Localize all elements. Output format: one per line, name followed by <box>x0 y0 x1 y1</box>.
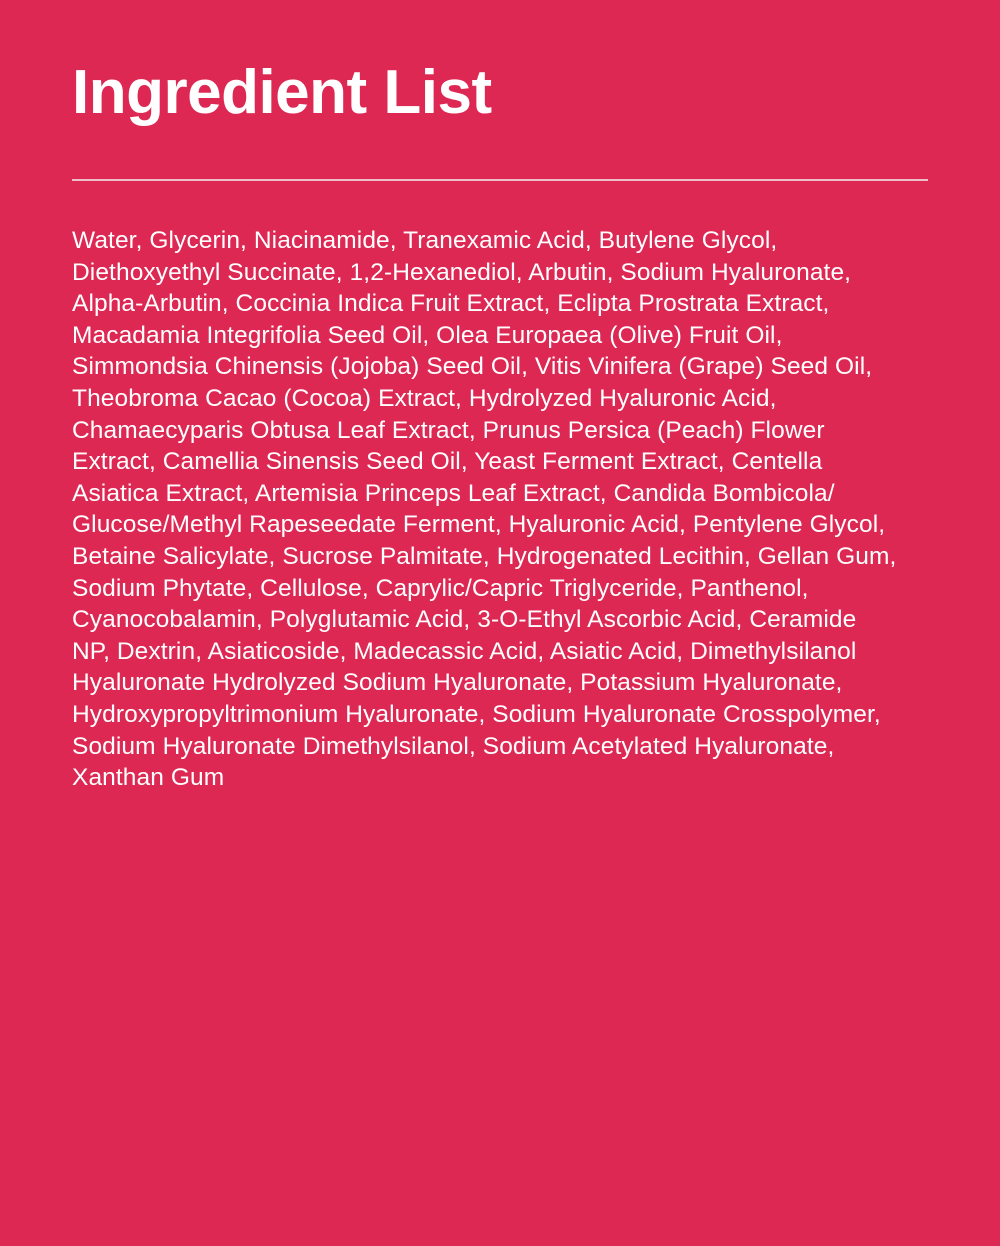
ingredient-line: Hydroxypropyltrimonium Hyaluronate, Sodium Hyaluronate Crosspolymer, <box>72 700 881 728</box>
ingredient-line: Betaine Salicylate, Sucrose Palmitate, Hydrogenated Lecithin, Gellan Gum, <box>72 542 897 570</box>
page-title: Ingredient List <box>72 58 492 127</box>
ingredient-line: Alpha-Arbutin, Coccinia Indica Fruit Extract, Eclipta Prostrata Extract, <box>72 290 830 318</box>
ingredient-line: Cyanocobalamin, Polyglutamic Acid, 3-O-Ethyl Ascorbic Acid, Ceramide <box>72 606 857 634</box>
ingredient-line: Sodium Hyaluronate Dimethylsilanol, Sodium Acetylated Hyaluronate, <box>72 732 835 760</box>
ingredient-line: Theobroma Cacao (Cocoa) Extract, Hydrolyzed Hyaluronic Acid, <box>72 384 777 412</box>
ingredient-line: Glucose/Methyl Rapeseedate Ferment, Hyaluronic Acid, Pentylene Glycol, <box>72 511 886 539</box>
ingredient-line: Xanthan Gum <box>72 764 225 792</box>
ingredient-line: Asiatica Extract, Artemisia Princeps Leaf Extract, Candida Bombicola/ <box>72 479 835 507</box>
ingredient-line: Hyaluronate Hydrolyzed Sodium Hyaluronate, Potassium Hyaluronate, <box>72 669 843 697</box>
ingredient-line: Water, Glycerin, Niacinamide, Tranexamic Acid, Butylene Glycol, <box>72 227 778 254</box>
ingredient-line: Simmondsia Chinensis (Jojoba) Seed Oil, Vitis Vinifera (Grape) Seed Oil, <box>72 353 873 381</box>
ingredient-list <box>72 225 928 794</box>
ingredient-line: Diethoxyethyl Succinate, 1,2-Hexanediol, Arbutin, Sodium Hyaluronate, <box>72 258 852 286</box>
ingredient-line: Sodium Phytate, Cellulose, Caprylic/Capric Triglyceride, Panthenol, <box>72 574 809 602</box>
ingredient-line: NP, Dextrin, Asiaticoside, Madecassic Acid, Asiatic Acid, Dimethylsilanol <box>72 637 857 665</box>
ingredient-line: Macadamia Integrifolia Seed Oil, Olea Europaea (Olive) Fruit Oil, <box>72 321 783 349</box>
divider <box>72 179 928 181</box>
ingredient-line: Chamaecyparis Obtusa Leaf Extract, Prunus Persica (Peach) Flower <box>72 416 825 444</box>
ingredient-line: Extract, Camellia Sinensis Seed Oil, Yeast Ferment Extract, Centella <box>72 448 823 476</box>
